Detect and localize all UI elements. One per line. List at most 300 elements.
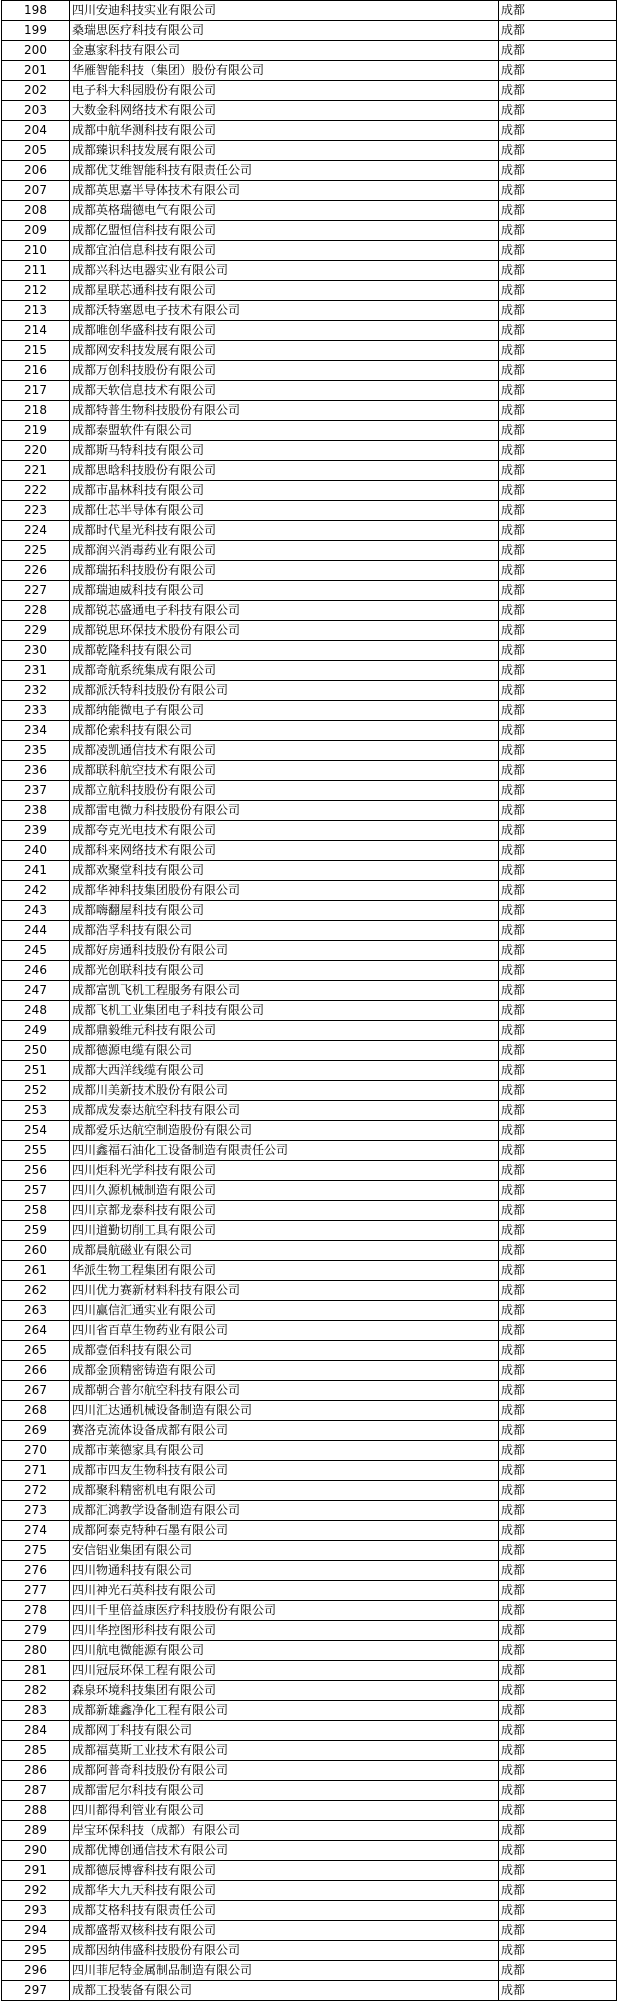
row-number-cell: 218	[2, 401, 70, 421]
company-name-cell: 四川华控图形科技有限公司	[70, 1621, 499, 1641]
table-row	[2, 121, 617, 141]
city-cell: 成都	[499, 1861, 617, 1881]
row-number-cell: 295	[2, 1941, 70, 1961]
table-row	[2, 901, 617, 921]
row-number-cell: 204	[2, 121, 70, 141]
company-name-cell: 成都网丁科技有限公司	[70, 1721, 499, 1741]
row-number-cell: 225	[2, 541, 70, 561]
row-number-cell: 252	[2, 1081, 70, 1101]
city-cell: 成都	[499, 301, 617, 321]
city-cell: 成都	[499, 341, 617, 361]
city-cell: 成都	[499, 1, 617, 21]
company-name-cell: 成都英格瑞德电气有限公司	[70, 201, 499, 221]
table-row	[2, 301, 617, 321]
table-row	[2, 1501, 617, 1521]
table-row	[2, 1, 617, 21]
city-cell: 成都	[499, 1021, 617, 1041]
table-row	[2, 681, 617, 701]
city-cell: 成都	[499, 1061, 617, 1081]
company-name-cell: 成都特普生物科技股份有限公司	[70, 401, 499, 421]
row-number-cell: 222	[2, 481, 70, 501]
company-name-cell: 成都科来网络技术有限公司	[70, 841, 499, 861]
company-name-cell: 赛洛克流体设备成都有限公司	[70, 1421, 499, 1441]
company-name-cell: 成都雷尼尔科技有限公司	[70, 1781, 499, 1801]
row-number-cell: 254	[2, 1121, 70, 1141]
company-name-cell: 成都优艾维智能科技有限责任公司	[70, 161, 499, 181]
row-number-cell: 238	[2, 801, 70, 821]
table-row	[2, 821, 617, 841]
table-row	[2, 1621, 617, 1641]
row-number-cell: 234	[2, 721, 70, 741]
city-cell: 成都	[499, 1361, 617, 1381]
company-name-cell: 华雁智能科技（集团）股份有限公司	[70, 61, 499, 81]
city-cell: 成都	[499, 1481, 617, 1501]
row-number-cell: 282	[2, 1681, 70, 1701]
city-cell: 成都	[499, 1041, 617, 1061]
row-number-cell: 285	[2, 1741, 70, 1761]
company-name-cell: 成都市晶林科技有限公司	[70, 481, 499, 501]
table-row	[2, 181, 617, 201]
company-name-cell: 成都优博创通信技术有限公司	[70, 1841, 499, 1861]
company-name-cell: 成都润兴消毒药业有限公司	[70, 541, 499, 561]
city-cell: 成都	[499, 781, 617, 801]
row-number-cell: 215	[2, 341, 70, 361]
company-name-cell: 成都伦索科技有限公司	[70, 721, 499, 741]
row-number-cell: 261	[2, 1261, 70, 1281]
table-row	[2, 1541, 617, 1561]
row-number-cell: 236	[2, 761, 70, 781]
company-name-cell: 成都夸克光电技术有限公司	[70, 821, 499, 841]
city-cell: 成都	[499, 181, 617, 201]
city-cell: 成都	[499, 561, 617, 581]
table-row	[2, 261, 617, 281]
company-name-cell: 四川京都龙泰科技有限公司	[70, 1201, 499, 1221]
row-number-cell: 294	[2, 1921, 70, 1941]
company-name-cell: 成都瑞拓科技股份有限公司	[70, 561, 499, 581]
table-row	[2, 1961, 617, 1981]
table-row	[2, 281, 617, 301]
row-number-cell: 287	[2, 1781, 70, 1801]
row-number-cell: 262	[2, 1281, 70, 1301]
city-cell: 成都	[499, 681, 617, 701]
row-number-cell: 232	[2, 681, 70, 701]
table-row	[2, 1781, 617, 1801]
table-row	[2, 501, 617, 521]
row-number-cell: 248	[2, 1001, 70, 1021]
company-name-cell: 四川鑫福石油化工设备制造有限责任公司	[70, 1141, 499, 1161]
row-number-cell: 201	[2, 61, 70, 81]
city-cell: 成都	[499, 581, 617, 601]
company-name-cell: 华派生物工程集团有限公司	[70, 1261, 499, 1281]
table-row	[2, 1561, 617, 1581]
row-number-cell: 293	[2, 1901, 70, 1921]
row-number-cell: 216	[2, 361, 70, 381]
row-number-cell: 266	[2, 1361, 70, 1381]
city-cell: 成都	[499, 701, 617, 721]
company-name-cell: 成都沃特塞恩电子技术有限公司	[70, 301, 499, 321]
row-number-cell: 231	[2, 661, 70, 681]
row-number-cell: 289	[2, 1821, 70, 1841]
company-name-cell: 成都盛帮双核科技有限公司	[70, 1921, 499, 1941]
table-row	[2, 1821, 617, 1841]
table-row	[2, 1701, 617, 1721]
table-row	[2, 341, 617, 361]
city-cell: 成都	[499, 1921, 617, 1941]
table-row	[2, 161, 617, 181]
city-cell: 成都	[499, 641, 617, 661]
company-name-cell: 成都阿泰克特种石墨有限公司	[70, 1521, 499, 1541]
company-name-cell: 四川久源机械制造有限公司	[70, 1181, 499, 1201]
table-row	[2, 1941, 617, 1961]
table-row	[2, 1521, 617, 1541]
city-cell: 成都	[499, 1561, 617, 1581]
table-row	[2, 241, 617, 261]
table-row	[2, 1061, 617, 1081]
company-name-cell: 四川都得利管业有限公司	[70, 1801, 499, 1821]
city-cell: 成都	[499, 1621, 617, 1641]
row-number-cell: 202	[2, 81, 70, 101]
row-number-cell: 205	[2, 141, 70, 161]
table-row	[2, 1841, 617, 1861]
city-cell: 成都	[499, 1081, 617, 1101]
table-row	[2, 1901, 617, 1921]
row-number-cell: 249	[2, 1021, 70, 1041]
company-name-cell: 成都德辰博睿科技有限公司	[70, 1861, 499, 1881]
company-name-cell: 森泉环境科技集团有限公司	[70, 1681, 499, 1701]
company-name-cell: 成都工投装备有限公司	[70, 1981, 499, 2001]
city-cell: 成都	[499, 361, 617, 381]
city-cell: 成都	[499, 1381, 617, 1401]
table-row	[2, 1981, 617, 2001]
city-cell: 成都	[499, 201, 617, 221]
city-cell: 成都	[499, 1701, 617, 1721]
row-number-cell: 263	[2, 1301, 70, 1321]
city-cell: 成都	[499, 821, 617, 841]
table-row	[2, 721, 617, 741]
table-row	[2, 1181, 617, 1201]
row-number-cell: 208	[2, 201, 70, 221]
company-name-cell: 成都华大九天科技有限公司	[70, 1881, 499, 1901]
company-name-cell: 成都唯创华盛科技有限公司	[70, 321, 499, 341]
row-number-cell: 223	[2, 501, 70, 521]
city-cell: 成都	[499, 1321, 617, 1341]
city-cell: 成都	[499, 1781, 617, 1801]
table-row	[2, 581, 617, 601]
city-cell: 成都	[499, 1501, 617, 1521]
table-row	[2, 41, 617, 61]
city-cell: 成都	[499, 961, 617, 981]
row-number-cell: 292	[2, 1881, 70, 1901]
city-cell: 成都	[499, 1141, 617, 1161]
table-row	[2, 961, 617, 981]
company-name-cell: 成都大西洋线缆有限公司	[70, 1061, 499, 1081]
city-cell: 成都	[499, 141, 617, 161]
city-cell: 成都	[499, 381, 617, 401]
row-number-cell: 200	[2, 41, 70, 61]
company-name-cell: 成都派沃特科技股份有限公司	[70, 681, 499, 701]
table-row	[2, 521, 617, 541]
company-name-cell: 成都凌凯通信技术有限公司	[70, 741, 499, 761]
row-number-cell: 209	[2, 221, 70, 241]
city-cell: 成都	[499, 281, 617, 301]
table-row	[2, 1921, 617, 1941]
row-number-cell: 279	[2, 1621, 70, 1641]
table-row	[2, 1861, 617, 1881]
row-number-cell: 297	[2, 1981, 70, 2001]
company-name-cell: 四川菲尼特金属制品制造有限公司	[70, 1961, 499, 1981]
row-number-cell: 260	[2, 1241, 70, 1261]
table-row	[2, 1461, 617, 1481]
table-row	[2, 441, 617, 461]
row-number-cell: 199	[2, 21, 70, 41]
table-row	[2, 1641, 617, 1661]
row-number-cell: 210	[2, 241, 70, 261]
city-cell: 成都	[499, 1801, 617, 1821]
company-name-cell: 成都雷电微力科技股份有限公司	[70, 801, 499, 821]
table-row	[2, 801, 617, 821]
company-name-cell: 成都立航科技股份有限公司	[70, 781, 499, 801]
company-name-cell: 成都阿普奇科技股份有限公司	[70, 1761, 499, 1781]
company-name-cell: 金惠家科技有限公司	[70, 41, 499, 61]
row-number-cell: 247	[2, 981, 70, 1001]
row-number-cell: 224	[2, 521, 70, 541]
city-cell: 成都	[499, 801, 617, 821]
company-name-cell: 成都壹佰科技有限公司	[70, 1341, 499, 1361]
company-name-cell: 成都亿盟恒信科技有限公司	[70, 221, 499, 241]
table-row	[2, 881, 617, 901]
row-number-cell: 267	[2, 1381, 70, 1401]
row-number-cell: 212	[2, 281, 70, 301]
table-row	[2, 1321, 617, 1341]
company-name-cell: 成都华神科技集团股份有限公司	[70, 881, 499, 901]
row-number-cell: 250	[2, 1041, 70, 1061]
row-number-cell: 241	[2, 861, 70, 881]
city-cell: 成都	[499, 1881, 617, 1901]
table-row	[2, 21, 617, 41]
company-name-cell: 大数金科网络技术有限公司	[70, 101, 499, 121]
table-row	[2, 641, 617, 661]
table-row	[2, 421, 617, 441]
company-name-cell: 成都纳能微电子有限公司	[70, 701, 499, 721]
company-name-cell: 四川省百草生物药业有限公司	[70, 1321, 499, 1341]
company-name-cell: 成都英思嘉半导体技术有限公司	[70, 181, 499, 201]
company-name-cell: 成都汇鸿教学设备制造有限公司	[70, 1501, 499, 1521]
company-name-cell: 成都锐芯盛通电子科技有限公司	[70, 601, 499, 621]
city-cell: 成都	[499, 761, 617, 781]
city-cell: 成都	[499, 221, 617, 241]
city-cell: 成都	[499, 481, 617, 501]
row-number-cell: 258	[2, 1201, 70, 1221]
company-name-cell: 成都金顶精密铸造有限公司	[70, 1361, 499, 1381]
company-name-cell: 成都新雄鑫净化工程有限公司	[70, 1701, 499, 1721]
table-row	[2, 1161, 617, 1181]
company-name-cell: 成都福莫斯工业技术有限公司	[70, 1741, 499, 1761]
row-number-cell: 270	[2, 1441, 70, 1461]
city-cell: 成都	[499, 1181, 617, 1201]
company-name-cell: 四川千里倍益康医疗科技股份有限公司	[70, 1601, 499, 1621]
company-name-cell: 成都晨航磁业有限公司	[70, 1241, 499, 1261]
row-number-cell: 243	[2, 901, 70, 921]
table-row	[2, 1661, 617, 1681]
city-cell: 成都	[499, 901, 617, 921]
table-row	[2, 941, 617, 961]
company-name-cell: 电子科大科园股份有限公司	[70, 81, 499, 101]
company-name-cell: 成都斯马特科技有限公司	[70, 441, 499, 461]
city-cell: 成都	[499, 741, 617, 761]
company-name-cell: 成都泰盟软件有限公司	[70, 421, 499, 441]
company-name-cell: 四川冠辰环保工程有限公司	[70, 1661, 499, 1681]
table-row	[2, 1021, 617, 1041]
company-name-cell: 成都鼎毅维元科技有限公司	[70, 1021, 499, 1041]
table-row	[2, 741, 617, 761]
table-row	[2, 601, 617, 621]
table-row	[2, 1101, 617, 1121]
table-row	[2, 621, 617, 641]
table-row	[2, 1401, 617, 1421]
table-row	[2, 1041, 617, 1061]
table-row	[2, 81, 617, 101]
row-number-cell: 274	[2, 1521, 70, 1541]
table-row	[2, 1881, 617, 1901]
city-cell: 成都	[499, 1961, 617, 1981]
table-row	[2, 1201, 617, 1221]
row-number-cell: 237	[2, 781, 70, 801]
row-number-cell: 245	[2, 941, 70, 961]
table-row	[2, 1801, 617, 1821]
city-cell: 成都	[499, 1241, 617, 1261]
row-number-cell: 271	[2, 1461, 70, 1481]
company-name-cell: 成都宜泊信息科技有限公司	[70, 241, 499, 261]
table-row	[2, 1141, 617, 1161]
table-row	[2, 381, 617, 401]
table-row	[2, 1681, 617, 1701]
company-name-cell: 成都爱乐达航空制造股份有限公司	[70, 1121, 499, 1141]
table-row	[2, 461, 617, 481]
table-row	[2, 1001, 617, 1021]
row-number-cell: 221	[2, 461, 70, 481]
city-cell: 成都	[499, 101, 617, 121]
row-number-cell: 239	[2, 821, 70, 841]
table-body	[2, 1, 617, 2001]
table-row	[2, 321, 617, 341]
city-cell: 成都	[499, 861, 617, 881]
row-number-cell: 290	[2, 1841, 70, 1861]
city-cell: 成都	[499, 421, 617, 441]
row-number-cell: 227	[2, 581, 70, 601]
company-name-cell: 成都因纳伟盛科技股份有限公司	[70, 1941, 499, 1961]
company-name-cell: 四川神光石英科技有限公司	[70, 1581, 499, 1601]
table-row	[2, 1601, 617, 1621]
table-row	[2, 781, 617, 801]
table-row	[2, 101, 617, 121]
city-cell: 成都	[499, 1261, 617, 1281]
table-row	[2, 141, 617, 161]
city-cell: 成都	[499, 461, 617, 481]
company-name-cell: 安信铝业集团有限公司	[70, 1541, 499, 1561]
table-row	[2, 61, 617, 81]
city-cell: 成都	[499, 621, 617, 641]
row-number-cell: 296	[2, 1961, 70, 1981]
company-name-cell: 成都万创科技股份有限公司	[70, 361, 499, 381]
table-row	[2, 1481, 617, 1501]
city-cell: 成都	[499, 1761, 617, 1781]
table-row	[2, 1581, 617, 1601]
row-number-cell: 269	[2, 1421, 70, 1441]
table-row	[2, 981, 617, 1001]
table-row	[2, 1421, 617, 1441]
company-name-cell: 成都仕芯半导体有限公司	[70, 501, 499, 521]
city-cell: 成都	[499, 1401, 617, 1421]
row-number-cell: 284	[2, 1721, 70, 1741]
city-cell: 成都	[499, 1821, 617, 1841]
company-name-cell: 成都飞机工业集团电子科技有限公司	[70, 1001, 499, 1021]
row-number-cell: 229	[2, 621, 70, 641]
table-row	[2, 1281, 617, 1301]
table-row	[2, 221, 617, 241]
table-row	[2, 1381, 617, 1401]
row-number-cell: 286	[2, 1761, 70, 1781]
city-cell: 成都	[499, 1641, 617, 1661]
table-row	[2, 841, 617, 861]
city-cell: 成都	[499, 1941, 617, 1961]
city-cell: 成都	[499, 441, 617, 461]
table-row	[2, 361, 617, 381]
company-name-cell: 成都德源电缆有限公司	[70, 1041, 499, 1061]
table-row	[2, 1241, 617, 1261]
city-cell: 成都	[499, 841, 617, 861]
city-cell: 成都	[499, 1121, 617, 1141]
row-number-cell: 242	[2, 881, 70, 901]
row-number-cell: 257	[2, 1181, 70, 1201]
row-number-cell: 207	[2, 181, 70, 201]
company-name-cell: 四川汇达通机械设备制造有限公司	[70, 1401, 499, 1421]
table-row	[2, 1261, 617, 1281]
city-cell: 成都	[499, 261, 617, 281]
company-name-cell: 成都思晗科技股份有限公司	[70, 461, 499, 481]
city-cell: 成都	[499, 601, 617, 621]
table-row	[2, 861, 617, 881]
city-cell: 成都	[499, 541, 617, 561]
city-cell: 成都	[499, 981, 617, 1001]
city-cell: 成都	[499, 1681, 617, 1701]
company-name-cell: 成都朝合普尔航空科技有限公司	[70, 1381, 499, 1401]
city-cell: 成都	[499, 1201, 617, 1221]
row-number-cell: 265	[2, 1341, 70, 1361]
company-list-table	[1, 0, 617, 2001]
table-row	[2, 661, 617, 681]
city-cell: 成都	[499, 1841, 617, 1861]
row-number-cell: 220	[2, 441, 70, 461]
table-row	[2, 1741, 617, 1761]
city-cell: 成都	[499, 1281, 617, 1301]
city-cell: 成都	[499, 521, 617, 541]
table-row	[2, 1441, 617, 1461]
company-name-cell: 岸宝环保科技（成都）有限公司	[70, 1821, 499, 1841]
city-cell: 成都	[499, 1101, 617, 1121]
company-name-cell: 成都富凯飞机工程服务有限公司	[70, 981, 499, 1001]
city-cell: 成都	[499, 1521, 617, 1541]
city-cell: 成都	[499, 1301, 617, 1321]
company-name-cell: 成都瑞迪威科技有限公司	[70, 581, 499, 601]
row-number-cell: 288	[2, 1801, 70, 1821]
city-cell: 成都	[499, 1981, 617, 2001]
city-cell: 成都	[499, 881, 617, 901]
row-number-cell: 268	[2, 1401, 70, 1421]
city-cell: 成都	[499, 401, 617, 421]
row-number-cell: 251	[2, 1061, 70, 1081]
city-cell: 成都	[499, 21, 617, 41]
company-name-cell: 成都乾隆科技有限公司	[70, 641, 499, 661]
